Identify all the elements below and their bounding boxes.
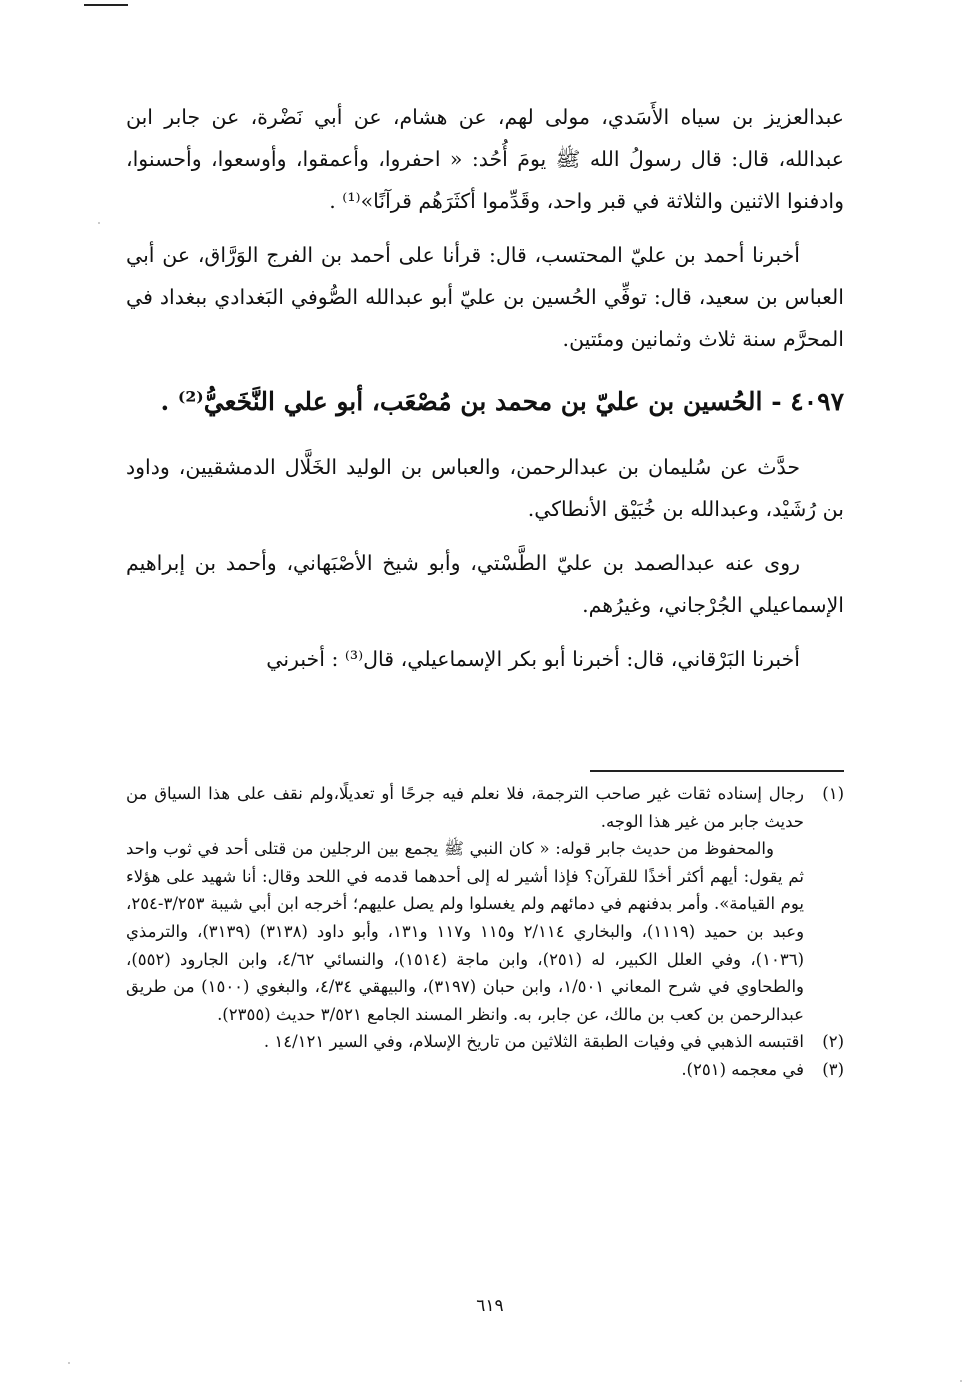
scan-speck bbox=[68, 1362, 70, 1364]
footnote-number: (٣) bbox=[822, 1059, 844, 1079]
scan-speck bbox=[960, 1380, 962, 1382]
paragraph-isnad: أخبرنا البَرْقاني، قال: أخبرنا أبو بكر الإسماعيلي، قال⁽³⁾ : أخبرني bbox=[266, 647, 800, 671]
footnote-number: (١) bbox=[822, 784, 844, 803]
footnote-3 bbox=[126, 1056, 844, 1084]
paragraph-hadith: عبدالعزيز بن سياه الأَسَدي، مولى لهم، عن هشام، عن أبي نَضْرة، عن جابر ابن عبدالله، قال: قال رسولُ الله ﷺ يومَ أُحُد: « احفروا، وأعمقوا، وأوسعوا، وأحسنوا، وادفنوا الاثنين والثلاثة في قبر واحد، وقَدِّموا أكثَرَهُم قرآنًا»⁽¹⁾ . bbox=[126, 105, 844, 213]
footnote-1 bbox=[126, 780, 844, 835]
footnote-1-continuation: والمحفوظ من حديث جابر قوله: « كان النبي ﷺ يجمع بين الرجلين من قتلى أحد في ثوب واحد ثم يقول: أيهم أكثر أخذًا للقرآن؟ فإذا أشير له إلى أحدهما قدمه في اللحد وقال: أنا شهيد على هؤلاء يوم القيامة». وأمر بدفنهم في دمائهم ولم يغسلوا ولم يصل عليهم؛ أخرجه ابن أبي شيبة ٣/٢٥٣-٢٥٤، وعبد بن حميد (١١١٩)، والبخاري ٢/١١٤ و١١٥ و١١٧ و١٣١، وأبو داود (٣١٣٨) (٣١٣٩)، والترمذي (١٠٣٦)، وفي العلل الكبير، له (٢٥١)، وابن ماجة (١٥١٤)، والنسائي ٤/٦٢، وابن الجارود (٥٥٢)، والطحاوي في شرح المعاني ١/٥٠١، وابن حبان (٣١٩٧)، والبيهقي ٤/٣٤، والبغوي (١٥٠٠) من طريق عبدالرحمن بن كعب بن مالك، عن جابر، به. وانظر المسند الجامع ٣/٥٢١ حديث (٢٣٥٥). bbox=[126, 839, 805, 1024]
main-text bbox=[126, 96, 844, 680]
footnote-2 bbox=[126, 1028, 844, 1056]
page-number: ٦١٩ bbox=[476, 1296, 504, 1316]
footnote-separator bbox=[590, 770, 844, 772]
footnote-number: (٢) bbox=[822, 1032, 844, 1052]
footnotes bbox=[126, 780, 844, 1084]
paragraph-students: روى عنه عبدالصمد بن عليّ الطَّسْتي، وأبو شيخ الأصْبَهاني، وأحمد بن إبراهيم الإسماعيلي الجُرْجاني، وغيرُهم. bbox=[126, 551, 844, 617]
paragraph-teachers: حدَّث عن سُليمان بن عبدالرحمن، والعباس بن الوليد الخَلَّال الدمشقيين، وداود بن رُشَيْد، وعبدالله بن خُبَيْق الأنطاكي. bbox=[126, 455, 844, 521]
paragraph-death-report: أخبرنا أحمد بن عليّ المحتسب، قال: قرأنا على أحمد بن الفرج الوَرَّاق، عن أبي العباس بن سعيد، قال: توفِّي الحُسين بن عليّ أبو عبدالله الصُّوفي البَغدادي ببغداد في المحرَّم سنة ثلاث وثمانين ومئتين. bbox=[126, 243, 844, 351]
footnote-text: رجال إسناده ثقات غير صاحب الترجمة، فلا نعلم فيه جرحًا أو تعديلًا،ولم نقف على هذا السياق من حديث جابر من غير هذا الوجه. bbox=[126, 784, 804, 831]
entry-heading: ٤٠٩٧ - الحُسين بن عليّ بن محمد بن مُصْعَب، أبو علي النَّخَعيُّ⁽²⁾ . bbox=[160, 387, 844, 416]
top-rule bbox=[84, 4, 128, 6]
footnote-text: اقتبسه الذهبي في وفيات الطبقة الثلاثين من تاريخ الإسلام، وفي السير ١٤/١٢١ . bbox=[263, 1032, 804, 1052]
scan-speck bbox=[98, 222, 100, 224]
footnote-text: في معجمه (٢٥١). bbox=[681, 1059, 804, 1079]
